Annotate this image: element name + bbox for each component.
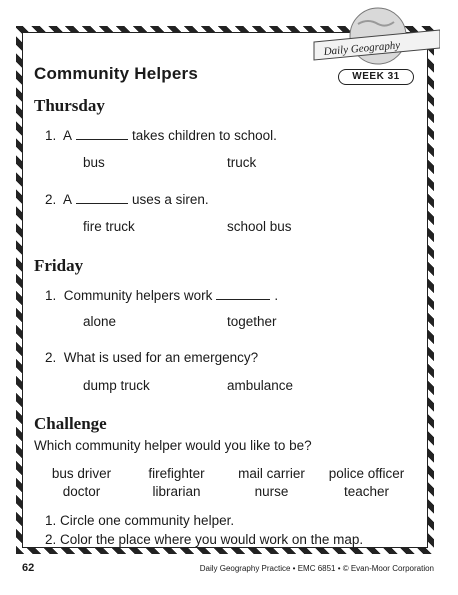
helper-row-2 — [34, 484, 414, 499]
section-challenge: Challenge — [34, 414, 107, 433]
option-truck[interactable]: truck — [227, 155, 257, 170]
page-number: 62 — [22, 562, 35, 574]
helper-firefighter[interactable]: firefighter — [148, 466, 205, 481]
answer-blank[interactable] — [76, 191, 128, 204]
option-together[interactable]: together — [227, 314, 277, 329]
option-ambulance[interactable]: ambulance — [227, 378, 294, 393]
globe-badge — [300, 6, 440, 66]
badge-label: Daily Geography — [323, 39, 401, 58]
helper-nurse[interactable]: nurse — [254, 484, 289, 499]
helper-librarian[interactable]: librarian — [152, 484, 201, 499]
section-thursday: Thursday — [34, 96, 105, 115]
helper-teacher[interactable]: teacher — [343, 484, 390, 499]
friday-question-1: 1. Community helpers work . — [45, 288, 279, 303]
helper-bus-driver[interactable]: bus driver — [51, 466, 112, 481]
section-friday: Friday — [34, 256, 84, 275]
answer-blank[interactable] — [76, 127, 128, 140]
answer-blank[interactable] — [216, 287, 270, 300]
challenge-step-2: 2. Color the place where you would work on the map. — [45, 532, 364, 547]
page-title: Community Helpers — [34, 64, 198, 83]
thursday-question-1: 1. A takes children to school. — [45, 128, 277, 143]
option-dump-truck[interactable]: dump truck — [83, 378, 150, 393]
helper-row-1 — [34, 466, 414, 481]
helper-mail-carrier[interactable]: mail carrier — [238, 466, 305, 481]
option-fire-truck[interactable]: fire truck — [83, 219, 135, 234]
thursday-question-2: 2. A uses a siren. — [45, 192, 209, 207]
challenge-step-1: 1. Circle one community helper. — [45, 513, 235, 528]
week-badge: WEEK 31 — [338, 69, 414, 85]
helper-doctor[interactable]: doctor — [62, 484, 101, 499]
helper-police-officer[interactable]: police officer — [328, 466, 405, 481]
option-alone[interactable]: alone — [83, 314, 117, 329]
challenge-prompt: Which community helper would you like to be? — [34, 438, 312, 453]
friday-question-2: 2. What is used for an emergency? — [45, 350, 259, 365]
option-school-bus[interactable]: school bus — [227, 219, 292, 234]
option-bus[interactable]: bus — [83, 155, 105, 170]
footer-credit: Daily Geography Practice • EMC 6851 • © Evan-Moor Corporation — [199, 564, 434, 573]
